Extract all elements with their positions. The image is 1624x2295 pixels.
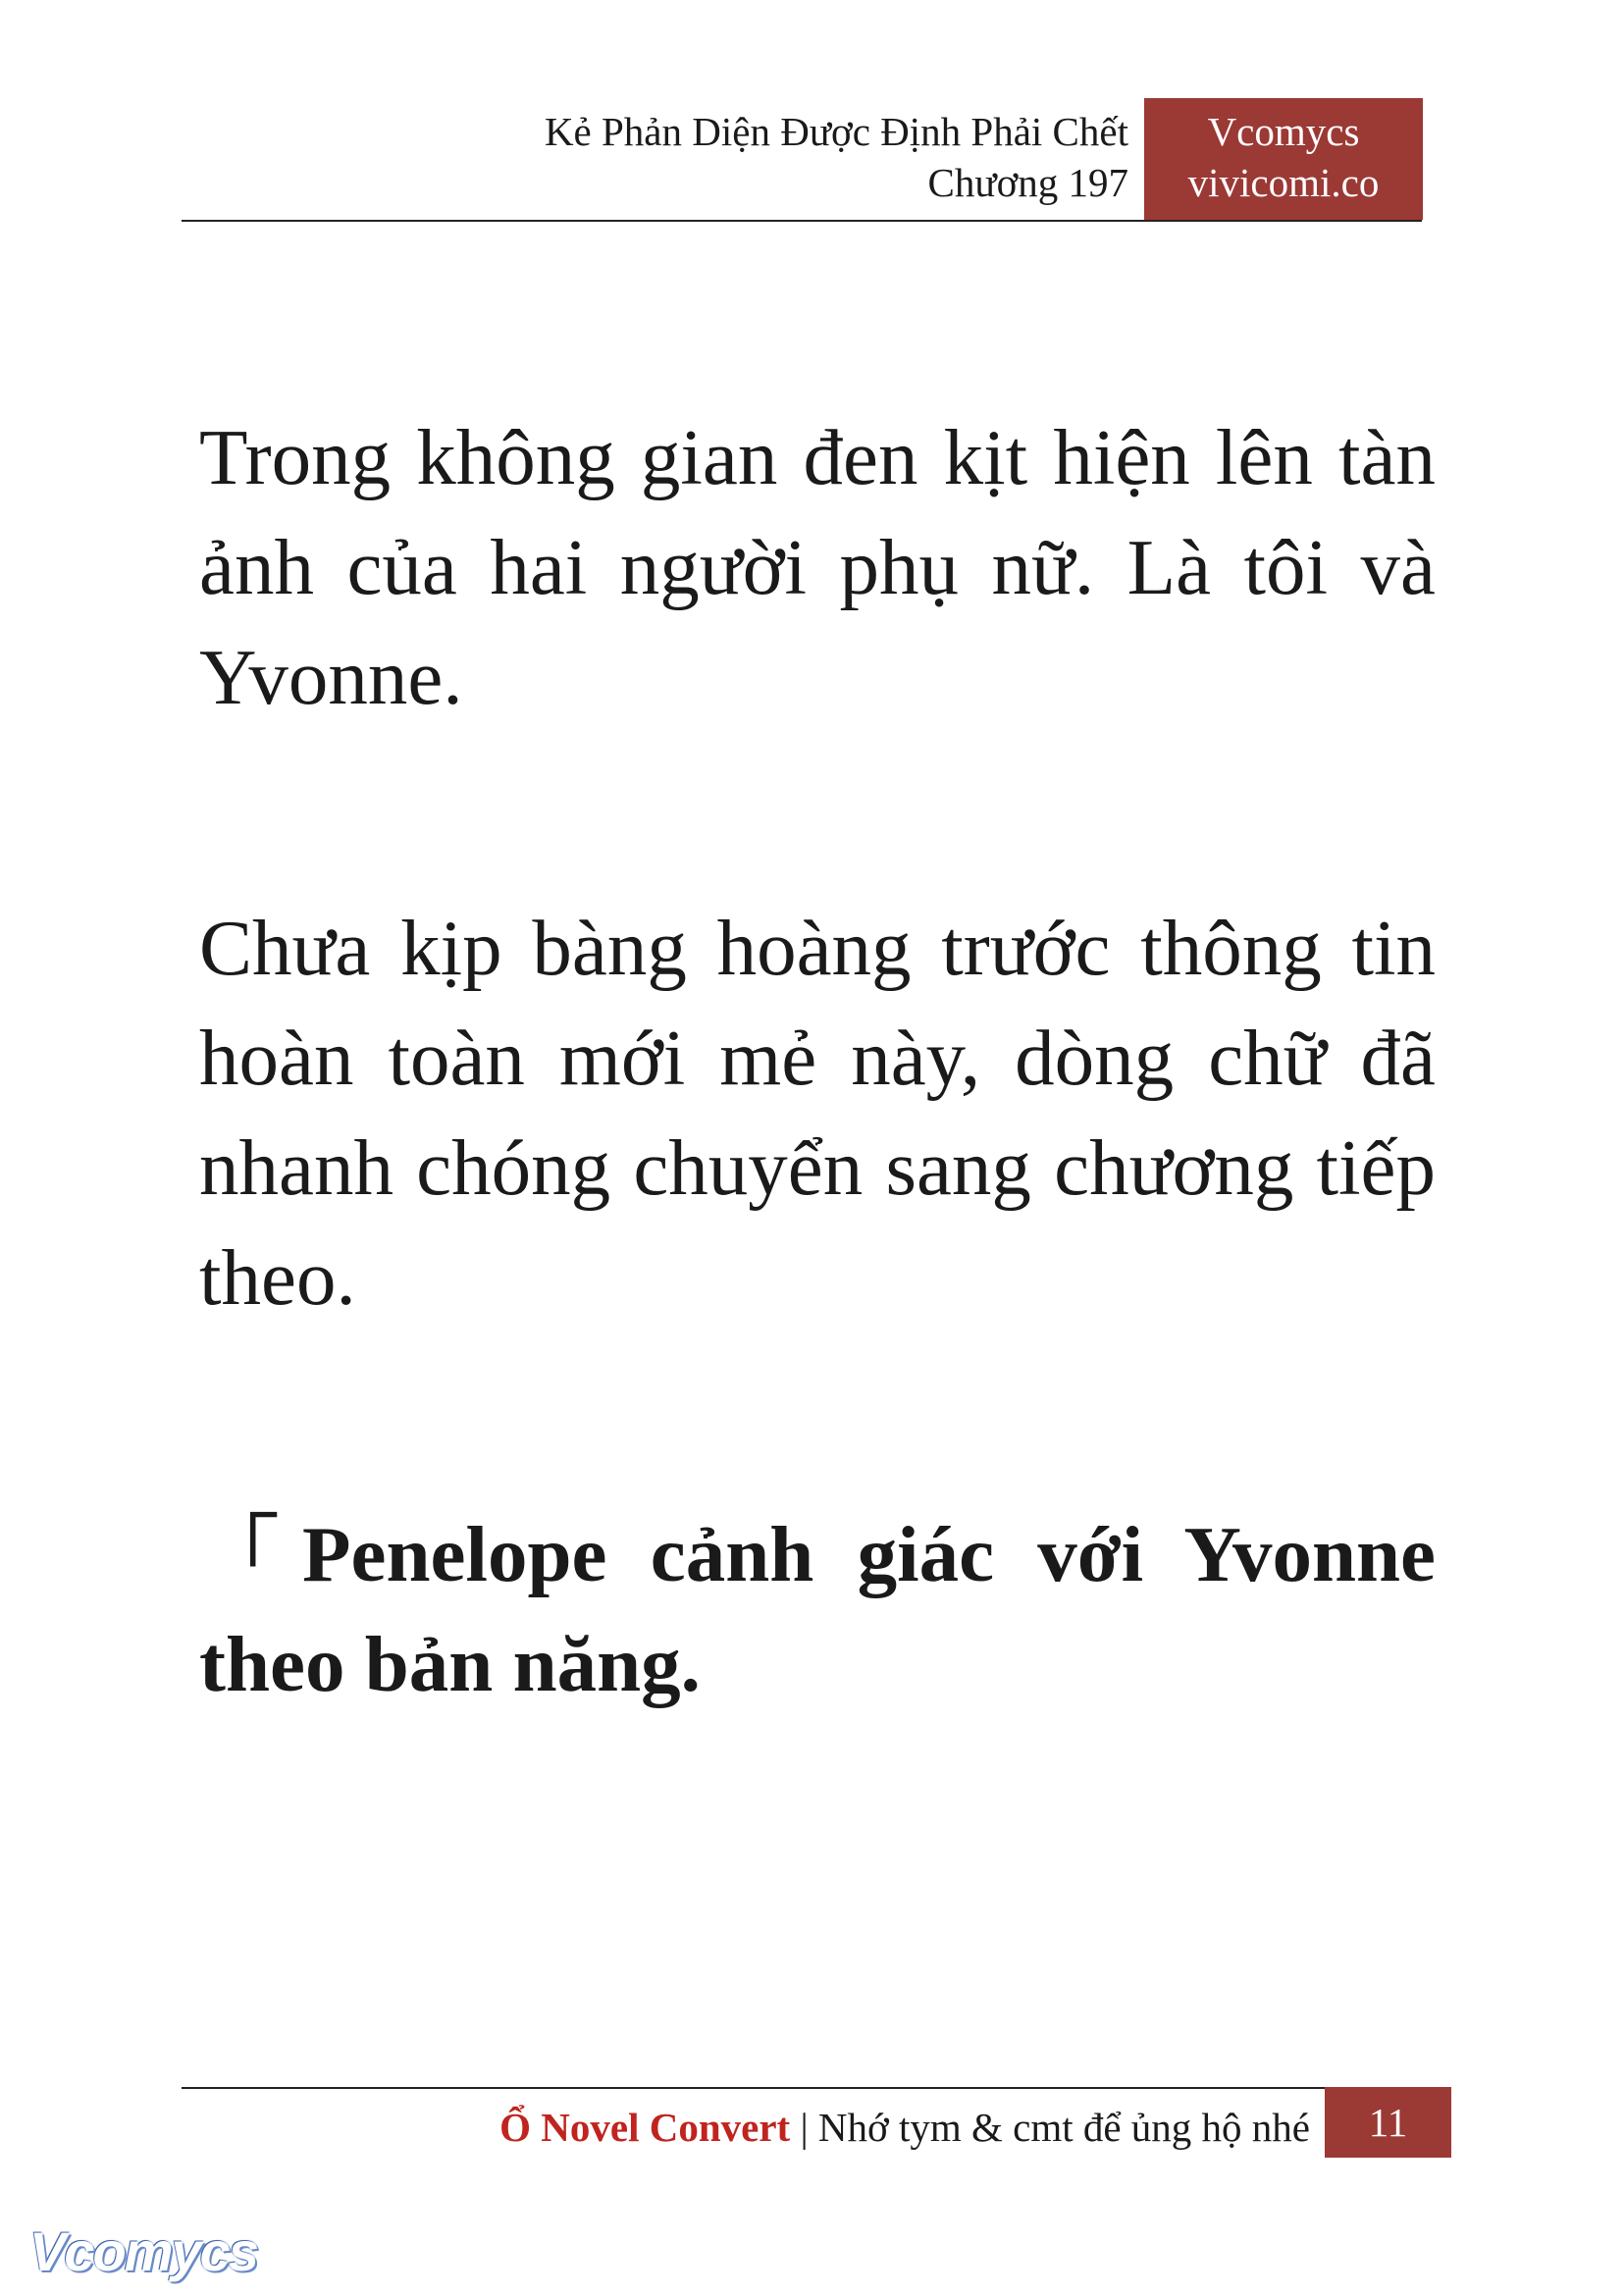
brand-name: Vcomycs [1207, 109, 1360, 154]
footer-divider [182, 2087, 1325, 2089]
running-header [182, 106, 1128, 208]
footer-line [182, 2100, 1310, 2155]
paragraph-2: Chưa kịp bàng hoàng trước thông tin hoàn toàn mới mẻ này, dòng chữ đã nhanh chóng chuyển sang chương tiếp theo. [199, 904, 1436, 1322]
paragraph-block-3 [199, 1499, 1436, 1719]
paragraph-block-1 [199, 402, 1436, 732]
footer-message: Nhớ tym & cmt để ủng hộ nhé [817, 2105, 1310, 2150]
chapter-label: Chương 197 [927, 160, 1128, 205]
footer-separator: | [790, 2105, 818, 2150]
book-title: Kẻ Phản Diện Được Định Phải Chết [544, 109, 1128, 154]
paragraph-block-2 [199, 893, 1436, 1332]
brand-url: vivicomi.co [1187, 160, 1380, 205]
header-brand-badge [1144, 98, 1423, 220]
header-divider [182, 220, 1422, 222]
paragraph-1: Trong không gian đen kịt hiện lên tàn ảnh của hai người phụ nữ. Là tôi và Yvonne. [199, 413, 1436, 721]
watermark-logo: Vcomycs [29, 2220, 257, 2282]
paragraph-3-bold: 「Penelope cảnh giác với Yvonne theo bản năng. [199, 1510, 1436, 1708]
footer-brand: Ổ Novel Convert [499, 2105, 791, 2150]
page-number: 11 [1325, 2087, 1451, 2158]
